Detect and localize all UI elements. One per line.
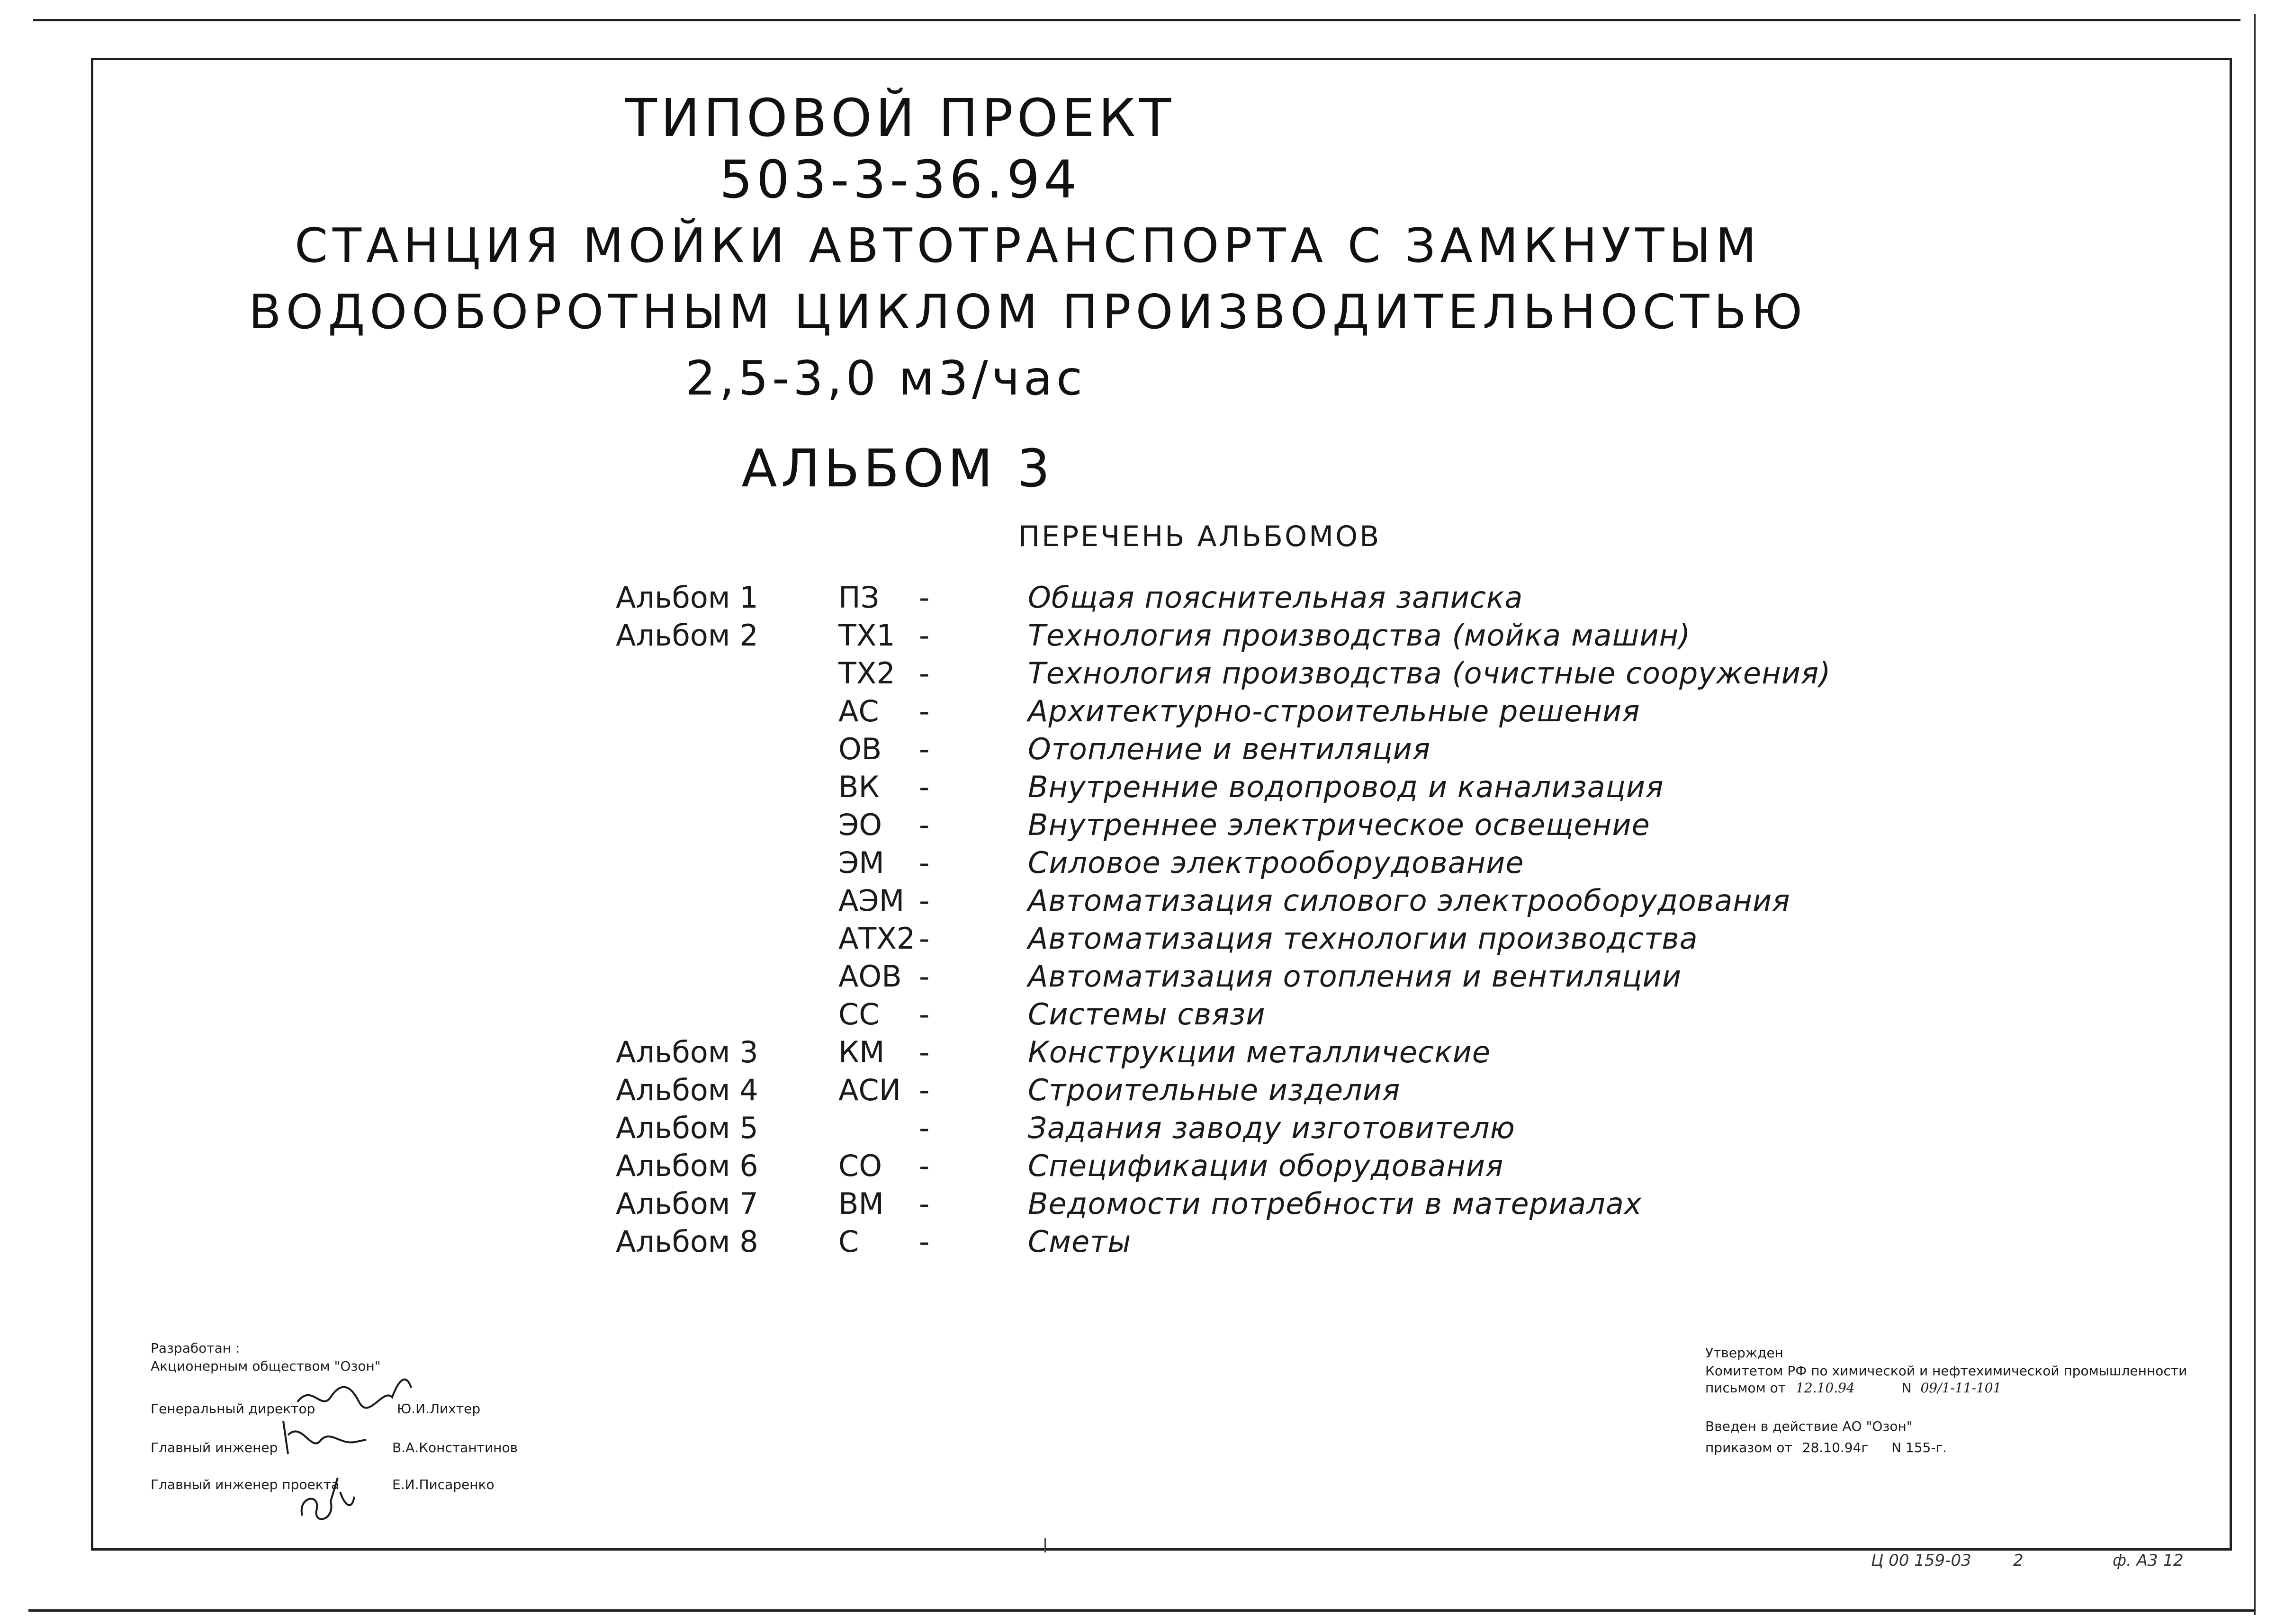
- album-number: Альбом 3: [616, 1035, 758, 1069]
- album-description: Сметы: [1028, 1224, 1132, 1259]
- project-engineer-name: Е.И.Писаренко: [392, 1477, 495, 1492]
- album-dash: -: [919, 921, 930, 956]
- album-row: [616, 1073, 1800, 1111]
- album-number: Альбом 6: [616, 1148, 758, 1183]
- approval-letter: [1705, 1380, 2001, 1396]
- album-row: [616, 694, 1800, 732]
- album-dash: -: [919, 656, 930, 691]
- album-number: Альбом 5: [616, 1111, 758, 1145]
- developer-heading: Разработан :: [151, 1340, 240, 1356]
- director-name: Ю.И.Лихтер: [397, 1401, 481, 1417]
- album-dash: -: [919, 1073, 930, 1107]
- developer-org: Акционерным обществом "Озон": [151, 1358, 381, 1374]
- approval-order-number: N 155-г.: [1891, 1440, 1947, 1455]
- album-description: Автоматизация отопления и вентиляции: [1028, 959, 1682, 994]
- album-code: СС: [838, 997, 880, 1032]
- album-description: Внутренние водопровод и канализация: [1028, 770, 1664, 804]
- title-line-capacity: 2,5-3,0 м3/час: [685, 350, 1087, 406]
- album-description: Общая пояснительная записка: [1028, 580, 1523, 615]
- title-line-project-type: ТИПОВОЙ ПРОЕКТ: [625, 88, 1175, 148]
- footer-format: ф. А3 12: [2113, 1551, 2184, 1570]
- album-code: ОВ: [838, 732, 882, 766]
- album-code: АСИ: [838, 1073, 901, 1107]
- album-code: ТХ2: [838, 656, 895, 691]
- approval-heading: Утвержден: [1705, 1345, 1783, 1361]
- album-description: Спецификации оборудования: [1028, 1148, 1504, 1183]
- title-line-project-number: 503-3-36.94: [719, 149, 1081, 210]
- album-description: Силовое электрооборудование: [1028, 845, 1524, 880]
- album-code: КМ: [838, 1035, 885, 1069]
- album-row: [616, 770, 1800, 808]
- album-row: [616, 1111, 1800, 1148]
- album-code: С: [838, 1224, 859, 1259]
- album-row: [616, 618, 1800, 656]
- album-dash: -: [919, 580, 930, 615]
- approval-enacted: Введен в действие АО "Озон": [1705, 1418, 1913, 1434]
- album-description: Системы связи: [1028, 997, 1266, 1032]
- album-dash: -: [919, 1224, 930, 1259]
- album-list-heading: ПЕРЕЧЕНЬ АЛЬБОМОВ: [1018, 520, 1381, 553]
- album-description: Конструкции металлические: [1028, 1035, 1491, 1069]
- album-code: ВК: [838, 770, 880, 804]
- album-code: ПЗ: [838, 580, 880, 615]
- album-dash: -: [919, 732, 930, 766]
- approval-order-date: 28.10.94г: [1802, 1440, 1869, 1455]
- album-row: [616, 732, 1800, 770]
- bottom-rule: [28, 1609, 2255, 1612]
- approval-letter-date: 12.10.94: [1796, 1380, 1855, 1396]
- album-code: СО: [838, 1148, 882, 1183]
- album-description: Внутреннее электрическое освещение: [1028, 808, 1650, 842]
- album-row: [616, 1035, 1800, 1073]
- album-dash: -: [919, 694, 930, 728]
- album-row: [616, 921, 1800, 959]
- album-code: АЭМ: [838, 883, 905, 918]
- album-number: Альбом 2: [616, 618, 758, 653]
- frame-top-rule: [33, 19, 2240, 21]
- album-description: Автоматизация технологии производства: [1028, 921, 1698, 956]
- album-dash: -: [919, 997, 930, 1032]
- director-role: Генеральный директор: [151, 1401, 315, 1417]
- album-row: [616, 845, 1800, 883]
- director-signature: [293, 1369, 416, 1421]
- album-dash: -: [919, 845, 930, 880]
- album-number: Альбом 1: [616, 580, 758, 615]
- album-row: [616, 656, 1831, 694]
- album-row: [616, 1224, 1800, 1262]
- album-code: АТХ2: [838, 921, 916, 956]
- album-number: Альбом 4: [616, 1073, 758, 1107]
- approval-letter-number-prefix: N: [1901, 1380, 1912, 1396]
- album-dash: -: [919, 770, 930, 804]
- album-description: Автоматизация силового электрооборудования: [1028, 883, 1790, 918]
- album-description: Отопление и вентиляция: [1028, 732, 1431, 766]
- title-block: [249, 88, 2274, 499]
- album-row: [616, 959, 1800, 997]
- chief-engineer-name: В.А.Константинов: [392, 1440, 518, 1455]
- album-description: Задания заводу изготовителю: [1028, 1111, 1515, 1145]
- footer-doc-code: Ц 00 159-03: [1871, 1551, 1971, 1570]
- album-code: ЭО: [838, 808, 882, 842]
- album-code: АС: [838, 694, 879, 728]
- album-dash: -: [919, 618, 930, 653]
- chief-engineer-role: Главный инженер: [151, 1440, 278, 1455]
- chief-engineer-signature: [274, 1416, 369, 1459]
- album-dash: -: [919, 1035, 930, 1069]
- project-engineer-signature: [293, 1463, 359, 1530]
- title-line-name-1: СТАНЦИЯ МОЙКИ АВТОТРАНСПОРТА С ЗАМКНУТЫМ: [295, 218, 1761, 273]
- approval-letter-prefix: письмом от: [1705, 1380, 1786, 1396]
- album-code: АОВ: [838, 959, 902, 994]
- album-dash: -: [919, 1186, 930, 1221]
- approval-committee: Комитетом РФ по химической и нефтехимической промышленности: [1705, 1363, 2187, 1379]
- album-code: ТХ1: [838, 618, 895, 653]
- album-row: [616, 1148, 1800, 1186]
- album-row: [616, 580, 1800, 618]
- album-number: Альбом 7: [616, 1186, 758, 1221]
- album-row: [616, 997, 1800, 1035]
- album-dash: -: [919, 959, 930, 994]
- album-description: Ведомости потребности в материалах: [1028, 1186, 1642, 1221]
- footer-sheet: 2: [2013, 1551, 2024, 1570]
- album-row: [616, 808, 1800, 845]
- album-row: [616, 883, 1800, 921]
- approval-letter-number: 09/1-11-101: [1920, 1380, 2002, 1396]
- developer-block: [151, 1340, 577, 1549]
- album-description: Архитектурно-строительные решения: [1028, 694, 1640, 728]
- approval-order-prefix: приказом от: [1705, 1440, 1792, 1455]
- album-code: ЭМ: [838, 845, 884, 880]
- album-dash: -: [919, 883, 930, 918]
- title-line-name-2: ВОДООБОРОТНЫМ ЦИКЛОМ ПРОИЗВОДИТЕЛЬНОСТЬЮ: [249, 284, 1807, 340]
- album-dash: -: [919, 1148, 930, 1183]
- approval-order: [1705, 1440, 1947, 1455]
- album-dash: -: [919, 808, 930, 842]
- album-number: Альбом 8: [616, 1224, 758, 1259]
- album-description: Строительные изделия: [1028, 1073, 1401, 1107]
- album-description: Технология производства (мойка машин): [1028, 618, 1691, 653]
- project-engineer-role: Главный инженер проекта: [151, 1477, 340, 1492]
- album-code: ВМ: [838, 1186, 884, 1221]
- title-line-album: АЛЬБОМ 3: [741, 438, 1054, 499]
- album-row: [616, 1186, 1800, 1224]
- album-description: Технология производства (очистные сооружения): [1028, 656, 1831, 691]
- center-tick: [1044, 1538, 1046, 1552]
- approval-block: [1705, 1345, 2226, 1487]
- album-dash: -: [919, 1111, 930, 1145]
- album-list: [616, 580, 1831, 1262]
